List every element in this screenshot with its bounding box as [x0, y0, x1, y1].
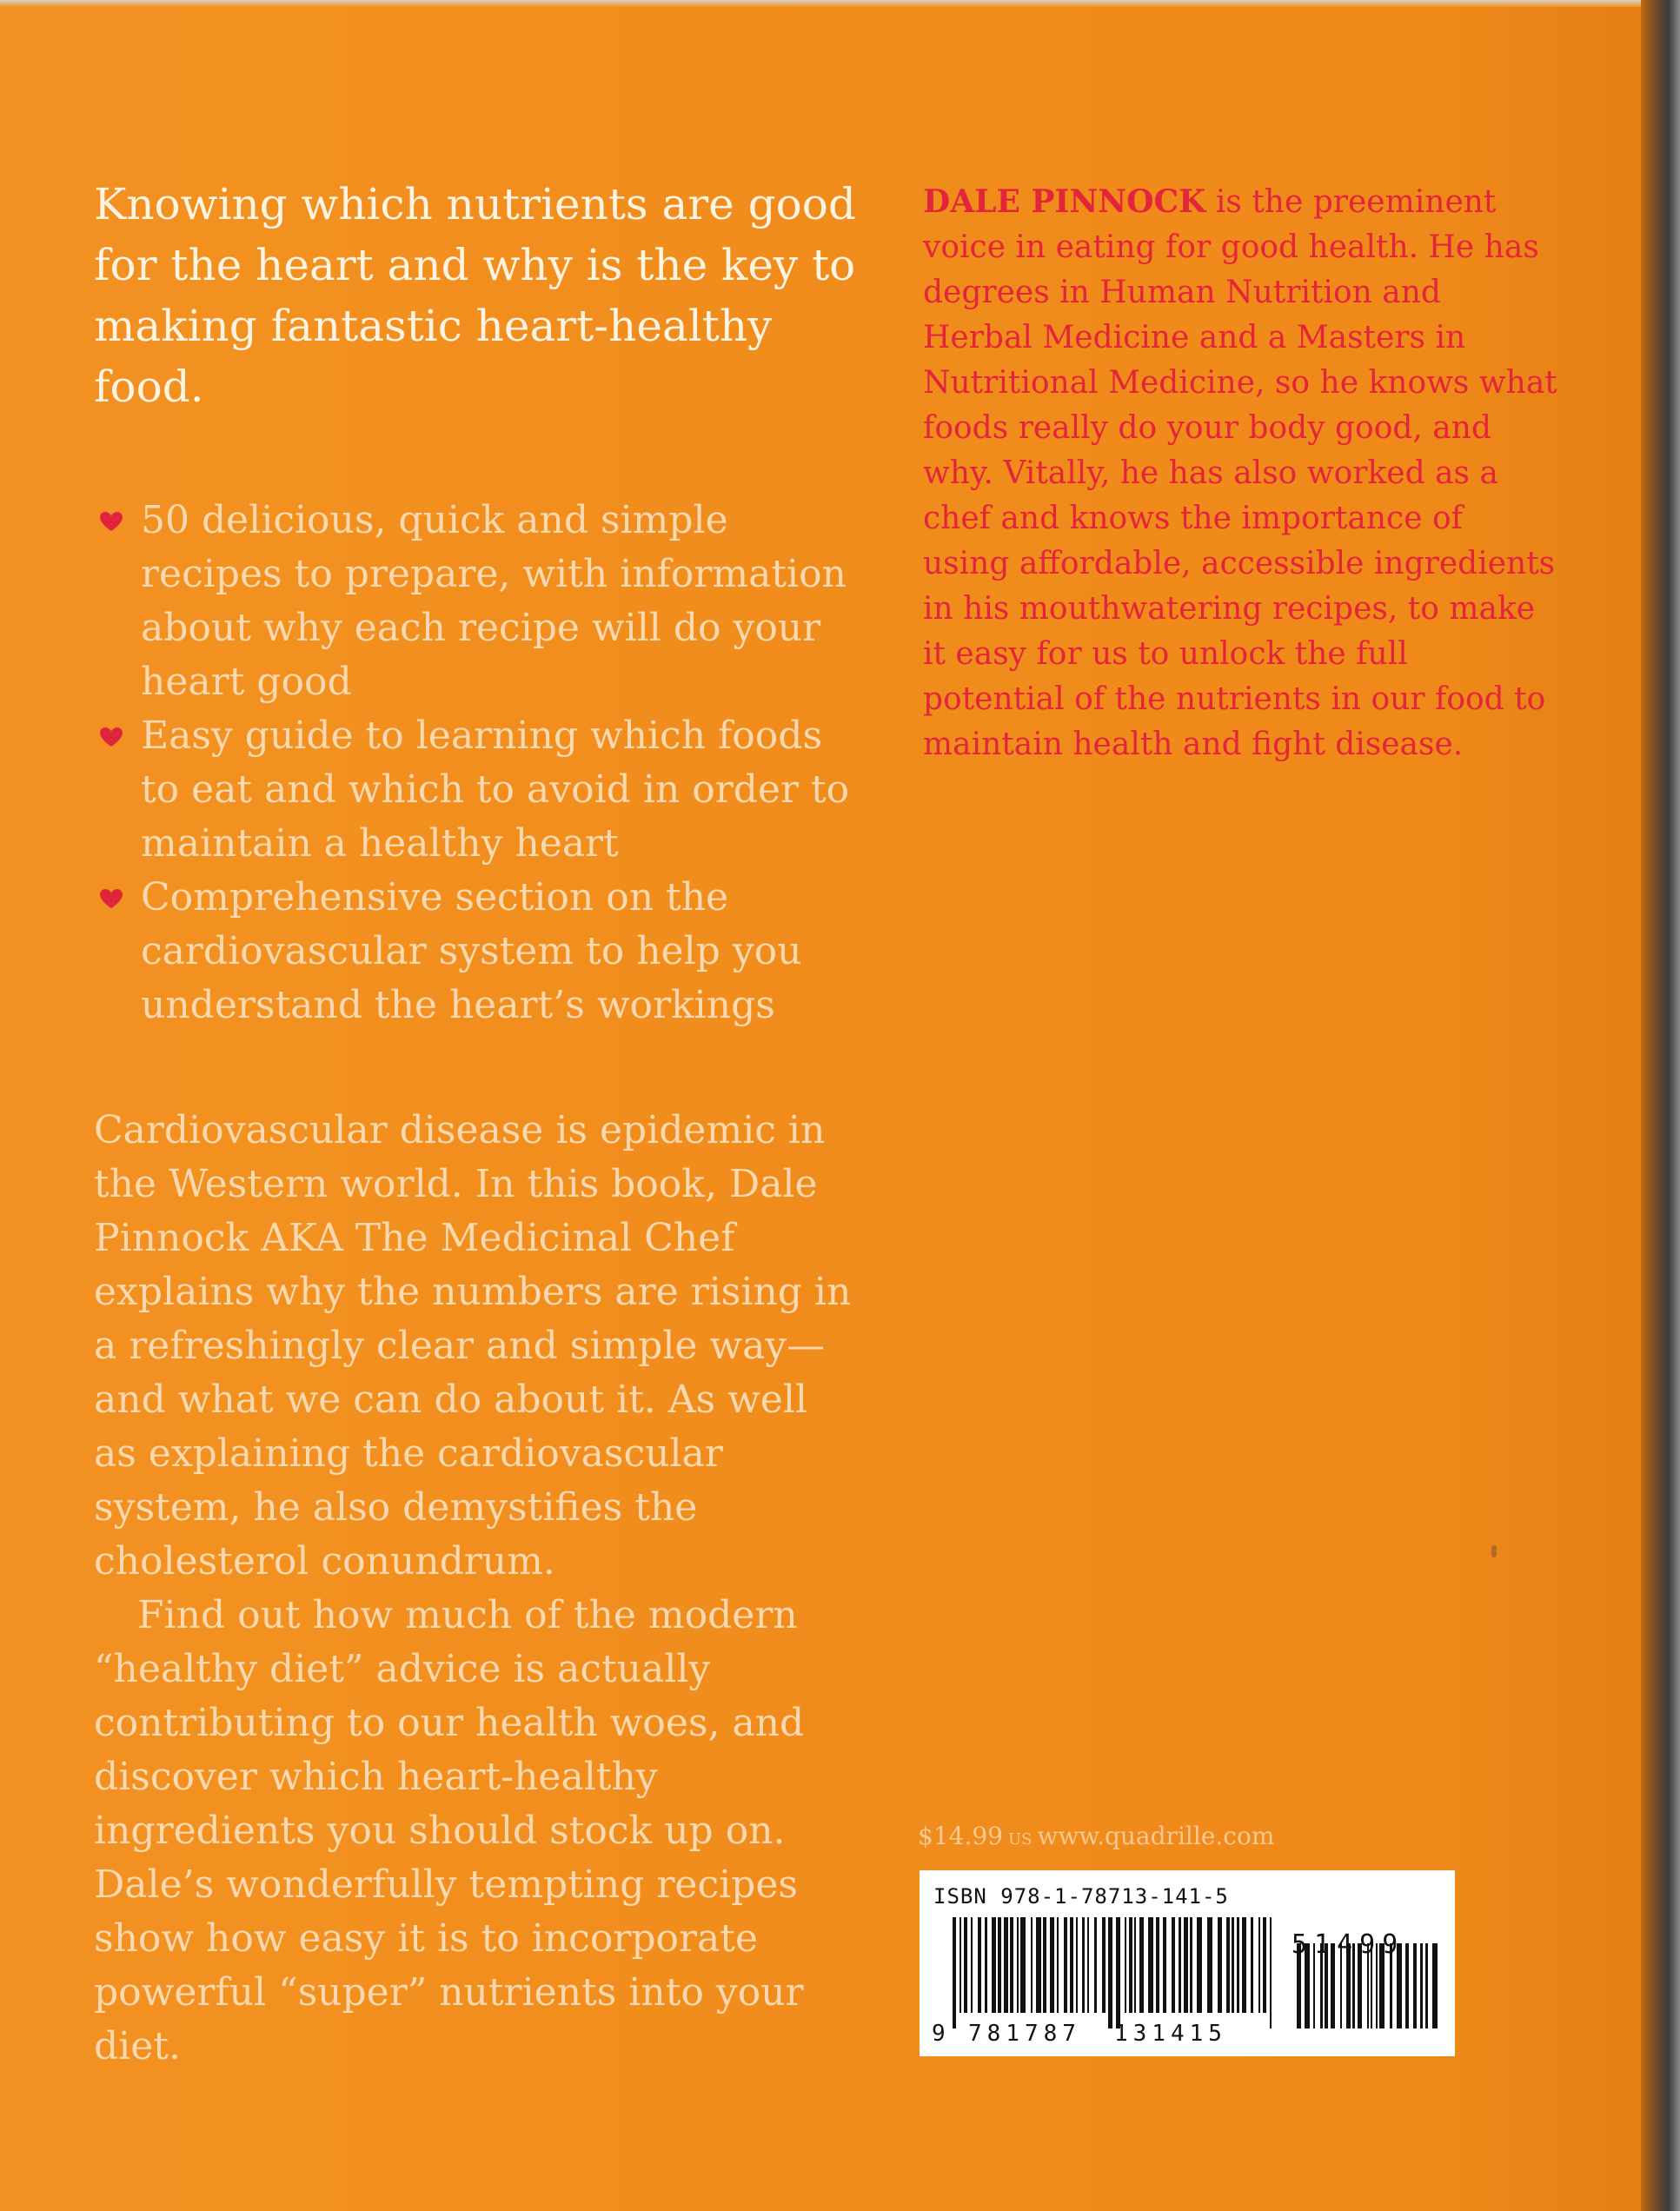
barcode-bar — [1076, 1917, 1078, 2013]
isbn-label: ISBN 978-1-78713-141-5 — [933, 1884, 1229, 1909]
heart-icon — [99, 511, 123, 532]
barcode-bar — [971, 1917, 973, 2013]
barcode-bar — [964, 1917, 967, 2013]
barcode-left-digits: 781787 — [968, 2021, 1081, 2047]
barcode-bar — [1057, 1917, 1059, 2013]
feature-text: 50 delicious, quick and simple recipes to prepare, with information about why each recipe will do your heart good — [141, 498, 847, 704]
feature-item — [94, 494, 859, 709]
barcode-right-digits: 131415 — [1114, 2021, 1227, 2047]
barcode-bar — [1232, 1917, 1234, 2013]
description-paragraph: Find out how much of the modern “healthy diet” advice is actually contributing to our health woes, and discover which heart-healthy ingredients you should stock up on. Dale’s wonderfully tempting recipes show how easy it is to incorporate powerful “super” nutrients into your diet. — [94, 1593, 805, 2068]
barcode-bar — [1156, 1917, 1159, 2013]
barcode-bar — [1226, 1917, 1230, 2013]
feature-item — [94, 871, 859, 1032]
price-line — [918, 1822, 1274, 1850]
barcode-bar — [1134, 1917, 1136, 2013]
barcode-bar — [1050, 1917, 1054, 2013]
barcode-bar — [1420, 1943, 1423, 2028]
barcode-bar — [1163, 1917, 1166, 2013]
barcode-bar — [1087, 1917, 1089, 2013]
barcode-bar — [1218, 1917, 1222, 2013]
barcode-bar — [1263, 1917, 1266, 2013]
heart-icon — [99, 727, 123, 747]
barcode-bar — [1405, 1943, 1409, 2028]
barcode-bar — [1064, 1917, 1067, 2013]
cover-top-edge — [0, 0, 1680, 7]
cover-scuff-mark — [1491, 1545, 1497, 1557]
barcode-bar — [1179, 1917, 1181, 2013]
barcode-bar — [1148, 1917, 1153, 2013]
barcode-bar — [1020, 1917, 1026, 2013]
barcode-bar — [960, 1917, 961, 2013]
barcode-bar — [1004, 1917, 1008, 2013]
heart-icon — [99, 888, 123, 909]
barcode-bar — [1082, 1917, 1085, 2013]
barcode-bar — [1070, 1917, 1073, 2013]
barcode-bar — [985, 1917, 987, 2013]
barcode-bar — [1413, 1943, 1417, 2028]
barcode-price-code: 51499 — [1292, 1929, 1405, 1960]
barcode-bar — [1036, 1917, 1041, 2013]
barcode-bar — [1251, 1917, 1253, 2013]
barcode-bar — [1270, 1917, 1272, 2028]
feature-text: Easy guide to learning which foods to eat and which to avoid in order to maintain a healthy heart — [141, 714, 850, 866]
feature-list — [94, 494, 859, 1032]
barcode-bar — [1172, 1917, 1175, 2013]
author-bio-text — [923, 179, 1557, 767]
barcode-bar — [1031, 1917, 1033, 2013]
barcode-bar — [1184, 1917, 1188, 2013]
intro-statement: Knowing which nutrients are good for the heart and why is the key to making fantastic heart-healthy food. — [94, 179, 856, 412]
barcode-bar — [1242, 1917, 1246, 2013]
author-bio — [923, 179, 1557, 767]
barcode-bar — [1125, 1917, 1126, 2013]
barcode-bar — [1043, 1917, 1046, 2013]
publisher-website: www.quadrille.com — [1037, 1822, 1275, 1850]
barcode-bar — [1237, 1917, 1239, 2013]
barcode-bar — [1207, 1917, 1212, 2013]
barcode-bar — [1094, 1917, 1097, 2013]
left-column — [94, 174, 859, 2074]
author-bio-body: is the preeminent voice in eating for good health. He has degrees in Human Nutrition and Herbal Medicine and a Masters in Nutritional Medicine, so he knows what foods really do your body good, and why. Vitally, he has also worked as a chef and knows the importance of using affordable, accessible ingredients in his mouthwatering recipes, to make it easy for us to unlock the full potential of the nutrients in our food to maintain health and fight disease. — [923, 184, 1557, 762]
barcode-bar — [1432, 1943, 1438, 2028]
barcode-bar — [1129, 1917, 1132, 2013]
barcode-first-digit: 9 — [932, 2021, 946, 2047]
author-name: DALE PINNOCK — [923, 183, 1206, 220]
barcode-bar — [1017, 1917, 1019, 2013]
barcode-bar — [1425, 1943, 1428, 2028]
barcode-bar — [1190, 1917, 1192, 2013]
barcode-bar — [992, 1917, 996, 2013]
barcode-bar — [1258, 1917, 1260, 2013]
barcode-bar — [1102, 1917, 1106, 2013]
barcode-bar — [1197, 1917, 1202, 2013]
barcode-bar — [1116, 1917, 1120, 2028]
barcode-bar — [998, 1917, 1001, 2013]
barcode-bar — [953, 1917, 956, 2028]
barcode-bar — [978, 1917, 981, 2013]
barcode-bar — [1010, 1917, 1013, 2013]
barcode-bar — [1139, 1917, 1144, 2013]
barcode-bars-main — [953, 1917, 1272, 2028]
price-amount: $14.99 — [918, 1822, 1003, 1850]
spine-edge — [1641, 0, 1680, 2211]
feature-item — [94, 709, 859, 871]
description-paragraph: Cardiovascular disease is epidemic in the Western world. In this book, Dale Pinnock AKA The Medicinal Chef explains why the numbers are rising in a refreshingly clear and simple way—and what we can do about it. As well as explaining the cardiovascular system, he also demystifies the cholesterol conundrum. — [94, 1108, 852, 1584]
book-description — [94, 1104, 859, 2074]
barcode-bar — [1108, 1917, 1112, 2028]
isbn-barcode — [920, 1870, 1455, 2056]
price-currency: US — [1007, 1830, 1033, 1849]
feature-text: Comprehensive section on the cardiovascular system to help you understand the heart’s workings — [141, 875, 802, 1027]
